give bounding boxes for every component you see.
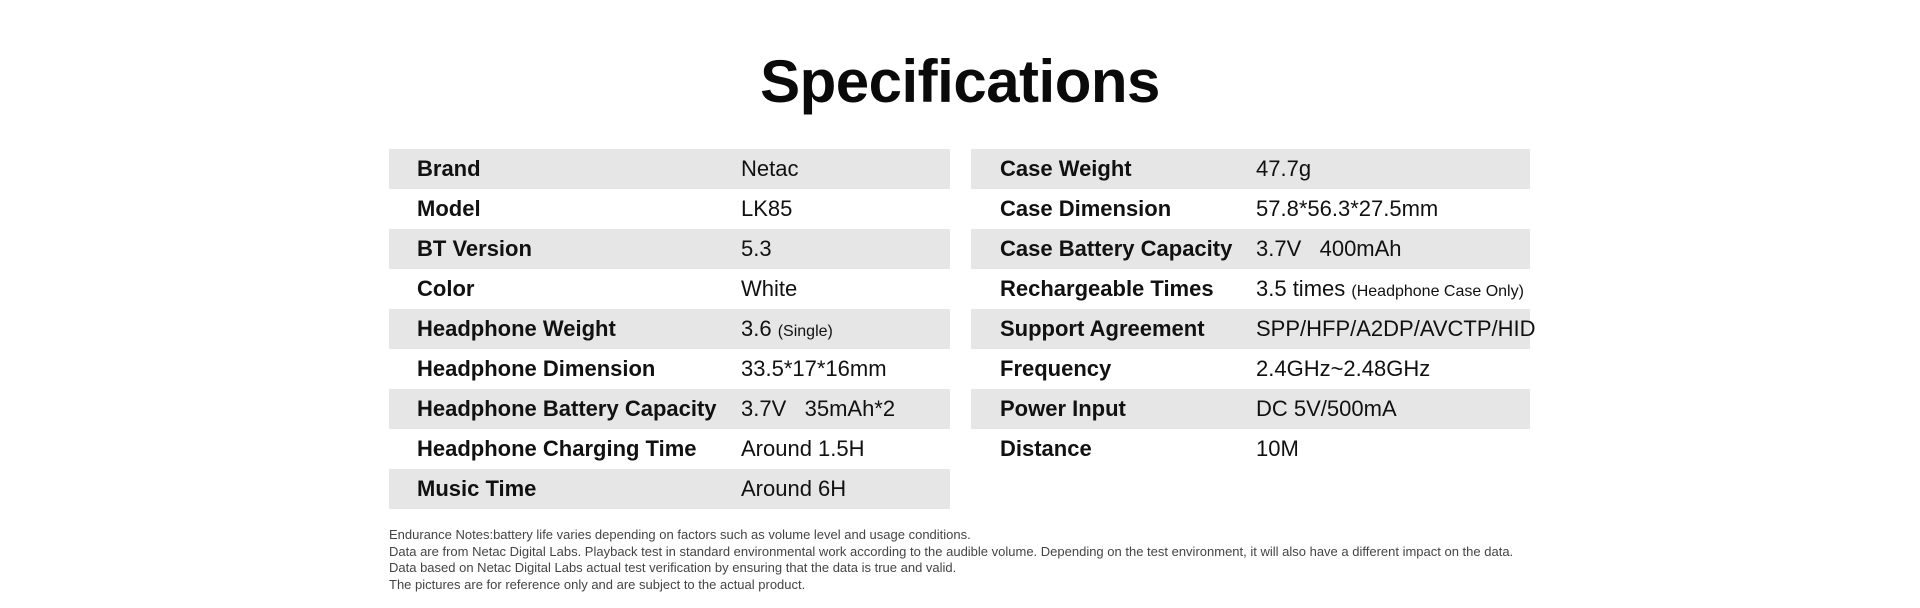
spec-row-color xyxy=(389,269,950,309)
spec-value: Around 6H xyxy=(741,476,847,501)
spec-row-bt-version xyxy=(389,229,950,269)
spec-row-headphone-charging-time xyxy=(389,429,950,469)
spec-label: Headphone Weight xyxy=(417,316,616,341)
spec-value: 3.6 (Single) xyxy=(741,316,833,341)
spec-row-case-weight xyxy=(971,149,1530,189)
spec-label: Headphone Dimension xyxy=(417,356,656,381)
spec-label: BT Version xyxy=(417,236,532,261)
spec-label: Case Dimension xyxy=(1000,196,1172,221)
footnote-endurance: Endurance Notes:battery life varies depending on factors such as volume level and usage conditions. xyxy=(389,527,971,542)
spec-row-headphone-battery xyxy=(389,389,950,429)
spec-value: 57.8*56.3*27.5mm xyxy=(1256,196,1439,221)
spec-label: Brand xyxy=(417,156,481,181)
spec-value: Netac xyxy=(741,156,799,181)
spec-row-headphone-dimension xyxy=(389,349,950,389)
spec-label: Support Agreement xyxy=(1000,316,1205,341)
spec-row-distance xyxy=(971,429,1530,469)
page-title: Specifications xyxy=(760,48,1160,115)
spec-label: Headphone Charging Time xyxy=(417,436,697,461)
spec-row-headphone-weight xyxy=(389,309,950,349)
spec-label: Headphone Battery Capacity xyxy=(417,396,717,421)
footnote-data-source: Data are from Netac Digital Labs. Playback test in standard environmental work according to the audible volume. Depending on the test environment, it will also have a different impact on the data. Data based on Netac Digital Labs actual test verification by ensuring that the data is true and valid. xyxy=(389,543,1514,575)
spec-value: 2.4GHz~2.48GHz xyxy=(1256,356,1431,381)
spec-value: White xyxy=(741,276,798,301)
spec-row-case-battery xyxy=(971,229,1530,269)
spec-value: 3.7V 35mAh*2 xyxy=(741,396,896,421)
spec-value: 5.3 xyxy=(741,236,772,261)
spec-label: Power Input xyxy=(1000,396,1126,421)
spec-value: 47.7g xyxy=(1256,156,1312,181)
spec-value: 33.5*17*16mm xyxy=(741,356,887,381)
spec-value: 3.7V 400mAh xyxy=(1256,236,1402,261)
spec-label: Case Battery Capacity xyxy=(1000,236,1233,261)
spec-row-model xyxy=(389,189,950,229)
spec-row-support-agreement xyxy=(971,309,1536,349)
spec-value: DC 5V/500mA xyxy=(1256,396,1397,421)
spec-row-power-input xyxy=(971,389,1530,429)
spec-label: Music Time xyxy=(417,476,537,501)
spec-row-case-dimension xyxy=(971,189,1530,229)
spec-row-music-time xyxy=(389,469,950,509)
spec-value: 10M xyxy=(1256,436,1299,461)
spec-label: Case Weight xyxy=(1000,156,1132,181)
spec-table-right xyxy=(971,149,1536,469)
spec-label: Rechargeable Times xyxy=(1000,276,1214,301)
spec-value: LK85 xyxy=(741,196,793,221)
spec-label: Color xyxy=(417,276,475,301)
spec-value-note: (Headphone Case Only) xyxy=(1351,283,1524,300)
spec-value-note: (Single) xyxy=(777,323,833,340)
spec-label: Frequency xyxy=(1000,356,1112,381)
spec-row-rechargeable-times xyxy=(971,269,1530,309)
spec-row-frequency xyxy=(971,349,1530,389)
footnotes xyxy=(389,527,1531,593)
spec-table-left xyxy=(389,149,950,509)
footnote-disclaimer: The pictures are for reference only and are subject to the actual product. xyxy=(389,576,806,592)
spec-value: SPP/HFP/A2DP/AVCTP/HID xyxy=(1256,316,1536,341)
spec-value: 3.5 times (Headphone Case Only) xyxy=(1256,276,1524,301)
spec-value: Around 1.5H xyxy=(741,436,865,461)
spec-row-brand xyxy=(389,149,950,189)
spec-label: Model xyxy=(417,196,481,221)
spec-label: Distance xyxy=(1000,436,1092,461)
